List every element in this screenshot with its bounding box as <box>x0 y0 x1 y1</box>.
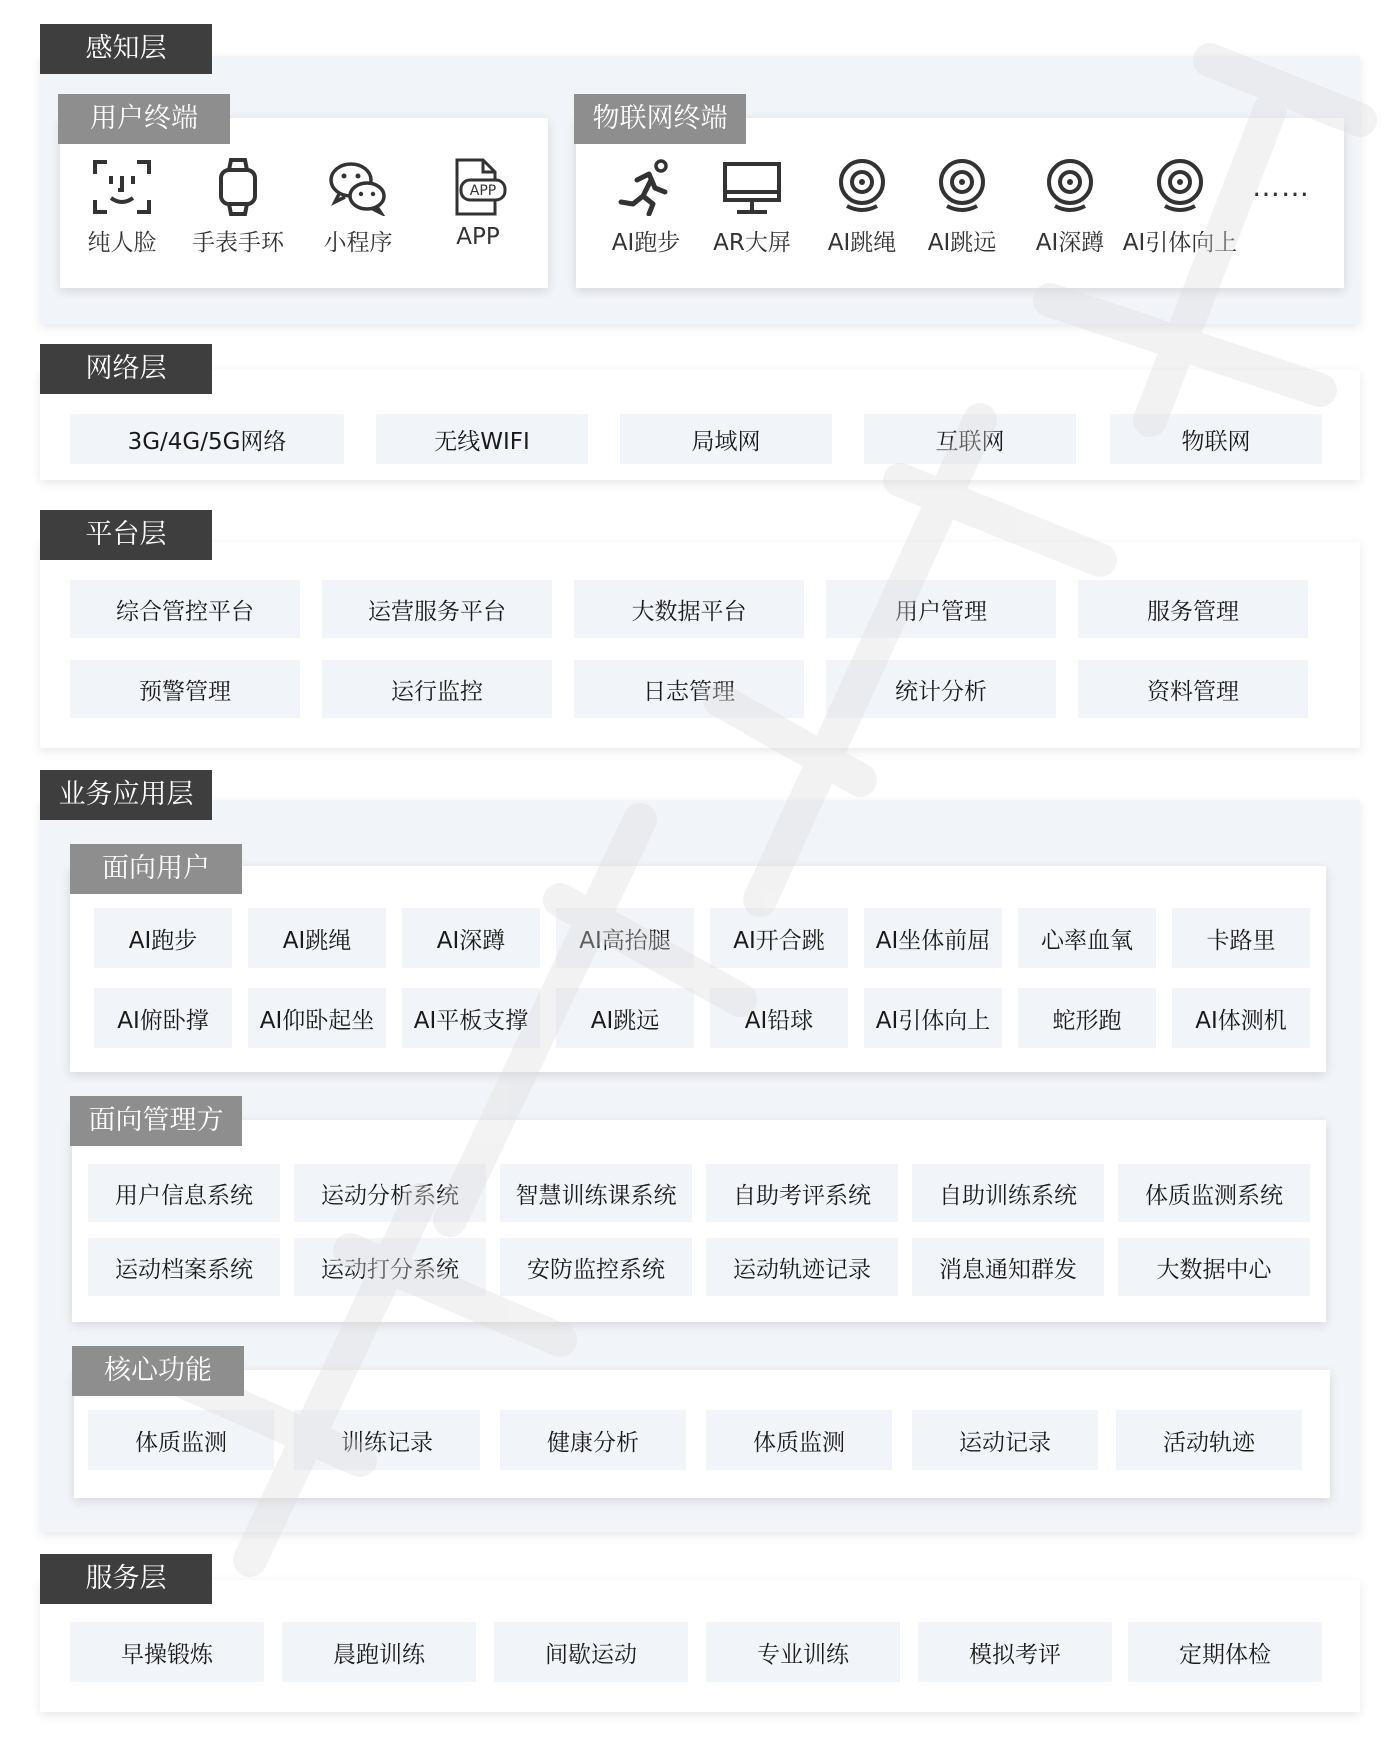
runner-icon <box>615 158 677 216</box>
platform-item: 日志管理 <box>574 660 804 718</box>
core-functions-title: 核心功能 <box>72 1346 244 1396</box>
more-indicator: …… <box>1252 170 1310 203</box>
iot-ar-screen-label: AR大屏 <box>713 230 791 256</box>
terminal-watch-label: 手表手环 <box>192 230 284 256</box>
terminal-face <box>62 158 182 257</box>
monitor-icon <box>721 158 783 216</box>
user-feature-item: AI体测机 <box>1172 988 1310 1048</box>
core-function-item: 体质监测 <box>706 1410 892 1470</box>
service-layer-panel <box>40 1580 1360 1712</box>
platform-item: 运行监控 <box>322 660 552 718</box>
wechat-icon <box>327 158 389 216</box>
terminal-app <box>418 158 538 250</box>
platform-item: 运营服务平台 <box>322 580 552 638</box>
svg-text:APP: APP <box>469 183 497 199</box>
service-item: 模拟考评 <box>918 1622 1112 1682</box>
iot-ai-longjump-label: AI跳远 <box>927 230 997 256</box>
iot-terminals-title: 物联网终端 <box>574 94 746 144</box>
platform-item: 预警管理 <box>70 660 300 718</box>
network-layer-title: 网络层 <box>40 344 212 394</box>
iot-ai-running <box>586 158 706 257</box>
iot-ai-running-label: AI跑步 <box>611 230 681 256</box>
user-feature-item: AI跳远 <box>556 988 694 1048</box>
core-function-item: 运动记录 <box>912 1410 1098 1470</box>
core-functions-card <box>74 1370 1330 1498</box>
platform-layer-panel <box>40 542 1360 748</box>
user-feature-item: 蛇形跑 <box>1018 988 1156 1048</box>
manager-system-item: 自助考评系统 <box>706 1164 898 1222</box>
terminal-app-label: APP <box>456 224 500 250</box>
service-item: 晨跑训练 <box>282 1622 476 1682</box>
platform-item: 用户管理 <box>826 580 1056 638</box>
user-feature-item: AI平板支撑 <box>402 988 540 1048</box>
iot-ai-pullup <box>1110 158 1250 257</box>
face-scan-icon <box>91 158 153 216</box>
core-function-item: 活动轨迹 <box>1116 1410 1302 1470</box>
user-feature-item: AI高抬腿 <box>556 908 694 968</box>
for-managers-card <box>72 1120 1326 1322</box>
platform-item: 服务管理 <box>1078 580 1308 638</box>
manager-system-item: 运动分析系统 <box>294 1164 486 1222</box>
for-users-card <box>70 866 1326 1072</box>
service-item: 定期体检 <box>1128 1622 1322 1682</box>
webcam-icon <box>1149 158 1211 216</box>
iot-ar-screen <box>692 158 812 257</box>
user-feature-item: AI坐体前屈 <box>864 908 1002 968</box>
manager-system-item: 自助训练系统 <box>912 1164 1104 1222</box>
user-feature-item: AI跳绳 <box>248 908 386 968</box>
manager-system-item: 运动轨迹记录 <box>706 1238 898 1296</box>
platform-layer-title: 平台层 <box>40 510 212 560</box>
user-feature-item: 心率血氧 <box>1018 908 1156 968</box>
terminal-miniprogram-label: 小程序 <box>323 230 393 256</box>
terminal-miniprogram <box>298 158 418 257</box>
business-layer-title: 业务应用层 <box>40 770 212 820</box>
network-item: 3G/4G/5G网络 <box>70 414 344 464</box>
manager-system-item: 大数据中心 <box>1118 1238 1310 1296</box>
service-item: 专业训练 <box>706 1622 900 1682</box>
platform-item: 统计分析 <box>826 660 1056 718</box>
core-function-item: 训练记录 <box>294 1410 480 1470</box>
network-layer-panel <box>40 370 1360 480</box>
user-feature-item: AI仰卧起坐 <box>248 988 386 1048</box>
network-item: 局域网 <box>620 414 832 464</box>
smartwatch-icon <box>207 158 269 216</box>
network-item: 互联网 <box>864 414 1076 464</box>
core-function-item: 体质监测 <box>88 1410 274 1470</box>
webcam-icon <box>931 158 993 216</box>
app-file-icon <box>447 158 509 216</box>
terminal-face-label: 纯人脸 <box>87 230 157 256</box>
iot-ai-pullup-label: AI引体向上 <box>1122 230 1238 256</box>
platform-item: 综合管控平台 <box>70 580 300 638</box>
iot-ai-rope-label: AI跳绳 <box>827 230 897 256</box>
user-feature-item: AI铅球 <box>710 988 848 1048</box>
network-item: 物联网 <box>1110 414 1322 464</box>
user-feature-item: AI俯卧撑 <box>94 988 232 1048</box>
terminal-watch <box>178 158 298 257</box>
user-feature-item: AI开合跳 <box>710 908 848 968</box>
user-feature-item: 卡路里 <box>1172 908 1310 968</box>
user-feature-item: AI跑步 <box>94 908 232 968</box>
iot-ai-squat-label: AI深蹲 <box>1035 230 1105 256</box>
manager-system-item: 运动档案系统 <box>88 1238 280 1296</box>
perception-layer-title: 感知层 <box>40 24 212 74</box>
manager-system-item: 安防监控系统 <box>500 1238 692 1296</box>
platform-item: 资料管理 <box>1078 660 1308 718</box>
core-function-item: 健康分析 <box>500 1410 686 1470</box>
manager-system-item: 体质监测系统 <box>1118 1164 1310 1222</box>
user-feature-item: AI深蹲 <box>402 908 540 968</box>
user-feature-item: AI引体向上 <box>864 988 1002 1048</box>
platform-item: 大数据平台 <box>574 580 804 638</box>
for-users-title: 面向用户 <box>70 844 242 894</box>
webcam-icon <box>1039 158 1101 216</box>
manager-system-item: 运动打分系统 <box>294 1238 486 1296</box>
manager-system-item: 智慧训练课系统 <box>500 1164 692 1222</box>
network-item: 无线WIFI <box>376 414 588 464</box>
service-layer-title: 服务层 <box>40 1554 212 1604</box>
user-terminals-title: 用户终端 <box>58 94 230 144</box>
iot-ai-longjump <box>902 158 1022 257</box>
manager-system-item: 消息通知群发 <box>912 1238 1104 1296</box>
service-item: 早操锻炼 <box>70 1622 264 1682</box>
manager-system-item: 用户信息系统 <box>88 1164 280 1222</box>
webcam-icon <box>831 158 893 216</box>
service-item: 间歇运动 <box>494 1622 688 1682</box>
for-managers-title: 面向管理方 <box>70 1096 242 1146</box>
